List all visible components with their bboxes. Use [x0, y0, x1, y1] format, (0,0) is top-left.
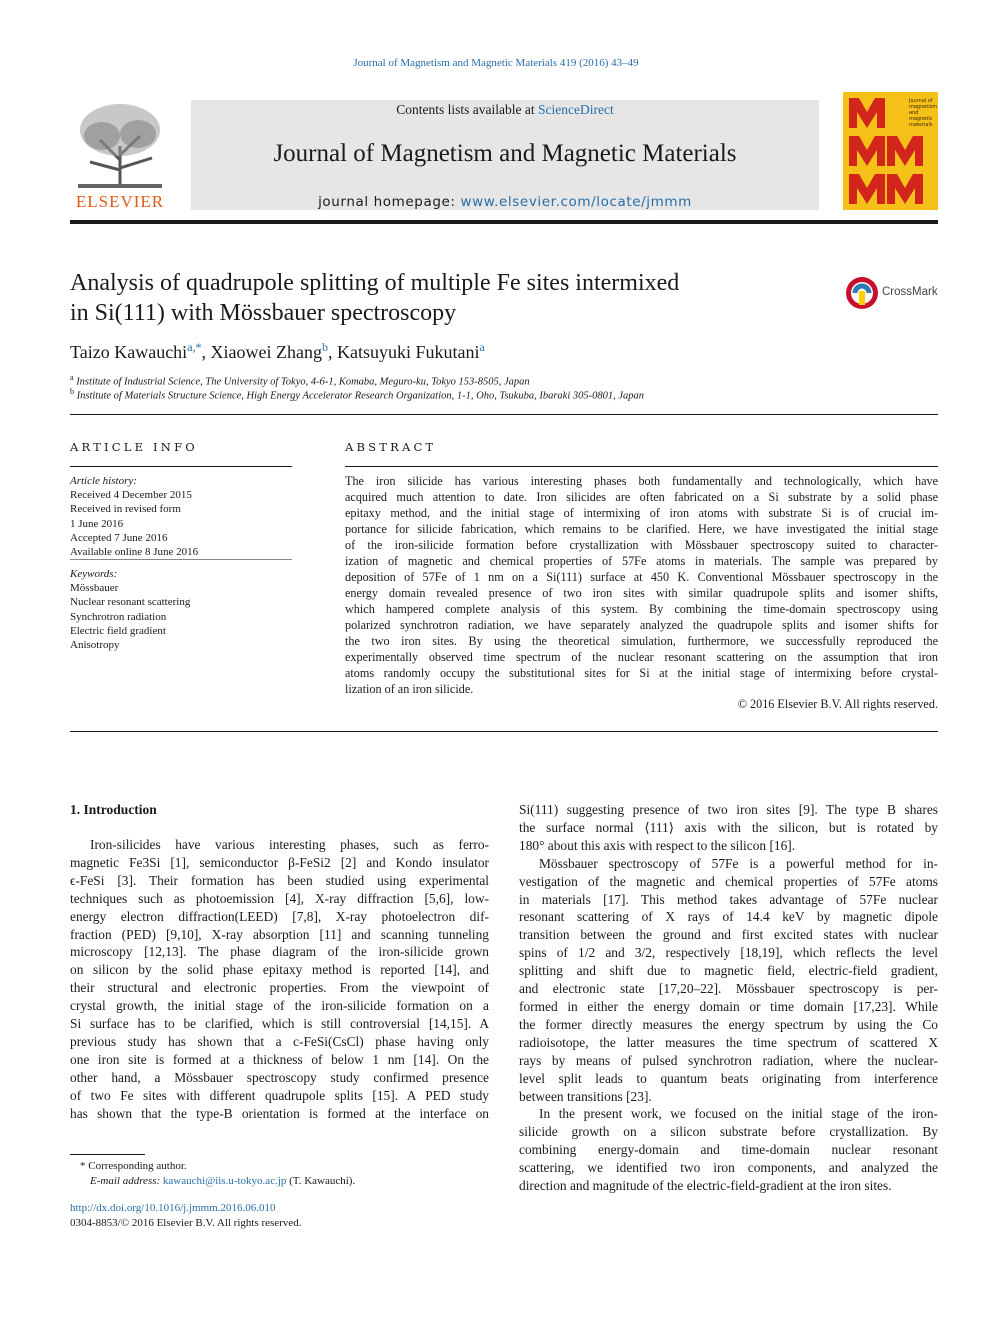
body-line: splitting and shift due to magnetic field, electric-field gradient, — [519, 963, 938, 979]
author-affiliation-mark[interactable]: b — [321, 340, 328, 354]
article-title-line-2: in Si(111) with Mössbauer spectroscopy — [70, 300, 457, 326]
body-line: has shown that the type-B orientation is formed at the interface on — [70, 1105, 489, 1121]
history-item: Accepted 7 June 2016 — [70, 531, 168, 544]
keywords-list — [70, 567, 292, 652]
body-line: other hand, a Mössbauer spectroscopy study confirmed presence — [70, 1069, 489, 1085]
abstract-line: the two iron sites. By using the theoretical simulation, furthermore, we successfully reproduced the — [345, 634, 938, 648]
body-line: fraction (PED) [9,10], X-ray absorption [11] and scanning tunneling — [70, 926, 489, 942]
email-suffix: (T. Kawauchi). — [286, 1174, 356, 1187]
article-info-rule — [70, 466, 292, 467]
email-note — [80, 1174, 500, 1189]
history-item: 1 June 2016 — [70, 517, 124, 530]
doi-link[interactable]: http://dx.doi.org/10.1016/j.jmmm.2016.06.010 — [70, 1202, 276, 1214]
body-line: combining energy-domain and time-domain nuclear resonant — [519, 1142, 938, 1158]
body-line: magnetic Fe3Si [1], semiconductor β-FeSi2 [2] and Kondo insulator — [70, 854, 489, 870]
body-line: radioisotope, the latter measures the time spectrum of scattered X — [519, 1034, 938, 1050]
sciencedirect-link[interactable]: ScienceDirect — [538, 102, 614, 117]
keyword: Mössbauer — [70, 582, 119, 595]
abstract-heading: ABSTRACT — [345, 440, 437, 454]
abstract-line: of the iron-silicide formation before crystallization with Mössbauer spectroscopy suited to character- — [345, 538, 938, 552]
intro-left-column — [70, 836, 489, 1123]
abstract-line: deposition of 57Fe of 1 nm on a Si(111) surface at 450 K. Conventional Mössbauer spectroscopy in the — [345, 570, 938, 584]
affiliation-text: Institute of Materials Structure Science, High Energy Accelerator Research Organization, 1-1, Oho, Tsukuba, Ibaraki 305-0801, Japan — [76, 390, 645, 402]
body-line: silicide growth on a silicon substrate before crystallization. By — [519, 1124, 938, 1140]
body-line: techniques such as photoemission [4], X-ray diffraction [5,6], low- — [70, 890, 489, 906]
homepage-link[interactable]: www.elsevier.com/locate/jmmm — [460, 194, 692, 210]
affiliation-mark: b — [70, 387, 74, 396]
affiliation-text: Institute of Industrial Science, The University of Tokyo, 4-6-1, Komaba, Meguro-ku, Tokyo 153-8505, Japan — [76, 376, 530, 388]
body-line: vestigation of the magnetic and chemical properties of 57Fe atoms — [519, 873, 938, 889]
footnote-rule — [70, 1154, 145, 1155]
abstract-bottom-rule — [70, 731, 938, 732]
body-line: In the present work, we focused on the initial stage of the iron- — [539, 1106, 938, 1122]
abstract-rule — [345, 466, 938, 467]
elsevier-wordmark: ELSEVIER — [75, 192, 165, 211]
keywords-rule — [70, 559, 292, 560]
body-line: rays by means of pulsed synchrotron radiation, where the nuclear- — [519, 1052, 938, 1068]
body-line: transition between the ground and first excited states with nuclear — [519, 927, 938, 943]
abstract-line: The iron silicide has various interesting phases both fundamentally and technologically, which have — [345, 474, 938, 488]
abstract-line: acquired much attention to date. Iron silicides are often fabricated on a Si substrate by a solid phase — [345, 490, 938, 504]
footnotes — [80, 1159, 500, 1188]
body-line: and electronic state [17,20–22]. Mössbauer spectroscopy is per- — [519, 981, 938, 997]
crossmark-badge[interactable] — [845, 276, 940, 310]
header-rule — [70, 220, 938, 224]
section-heading-introduction: 1. Introduction — [70, 802, 157, 817]
journal-cover-thumbnail[interactable] — [843, 92, 938, 210]
history-item: Available online 8 June 2016 — [70, 546, 199, 559]
abstract-line: atoms randomly occupy the substitutional sites for Si at the initial stage of intermixing before crystal- — [345, 666, 938, 680]
abstract-line: polarized synchrotron radiation, we have separately analyzed the quadrupole splits and isomer shifts for — [345, 618, 938, 632]
body-line: the former directly measures the energy spectrum by using the Co — [519, 1016, 938, 1032]
history-item: Received in revised form — [70, 503, 181, 516]
body-line: in materials [17]. This method takes advantage of 57Fe nuclear — [519, 891, 938, 907]
abstract-line: ization of magnetic and chemical properties of 57Fe atoms in materials. The sample was prepared by — [345, 554, 938, 568]
body-line: Iron-silicides have various interesting phases, such as ferro- — [90, 837, 489, 852]
author-name: Taizo Kawauchi — [70, 342, 188, 362]
article-history — [70, 474, 292, 559]
contents-prefix: Contents lists available at — [396, 102, 538, 117]
body-line: the surface normal ⟨111⟩ axis with the silicon, but is rotated by — [519, 819, 938, 835]
homepage-prefix: journal homepage: — [318, 194, 461, 210]
body-line: of two Fe sites with different quadrupole splits [15]. A PED study — [70, 1087, 489, 1103]
abstract-line: which hampered complete analysis of this system. By combining the time-domain spectroscopy using — [345, 602, 938, 616]
abstract-line: energy domain revealed presence of two iron sites with similar quadrupole splits and isomer shifts, — [345, 586, 938, 600]
keyword: Anisotropy — [70, 639, 120, 652]
article-title-line-1: Analysis of quadrupole splitting of multiple Fe sites intermixed — [70, 270, 680, 296]
abstract-line: portance for silicide fabrication, which remains to be clarified. Here, we have investigated the initial stage — [345, 522, 938, 536]
crossmark-icon — [845, 276, 879, 310]
body-line: ϵ-FeSi [3]. Their formation has been studied using experimental — [70, 872, 489, 888]
author-name: Xiaowei Zhang — [210, 342, 322, 362]
article-title — [70, 268, 810, 328]
journal-title: Journal of Magnetism and Magnetic Materials — [273, 140, 737, 167]
body-line: previous study has shown that a c-FeSi(CsCl) phase having only — [70, 1033, 489, 1049]
body-line: their structural and electronic properties. From the viewpoint of — [70, 980, 489, 996]
author-name: Katsuyuki Fukutani — [336, 342, 480, 362]
keyword: Electric field gradient — [70, 624, 166, 637]
email-link[interactable]: kawauchi@iis.u-tokyo.ac.jp — [162, 1174, 287, 1187]
journal-homepage — [191, 194, 819, 210]
history-item: Received 4 December 2015 — [70, 489, 192, 502]
keyword: Nuclear resonant scattering — [70, 596, 191, 609]
body-line: formed in either the energy domain or time domain [17,23]. While — [519, 998, 938, 1014]
abstract-copyright: © 2016 Elsevier B.V. All rights reserved. — [737, 697, 938, 711]
issn-line: 0304-8853/© 2016 Elsevier B.V. All rights reserved. — [70, 1216, 302, 1229]
intro-right-column — [519, 801, 938, 1195]
author-affiliation-mark[interactable]: a,* — [187, 340, 202, 354]
history-label: Article history: — [70, 475, 137, 487]
body-line: between transitions [23]. — [519, 1088, 652, 1104]
body-line: on silicon by the solid phase epitaxy method is reported [14], and — [70, 962, 489, 978]
abstract-line: epitaxy method, and the initial stage of intermixing of iron atoms with substrate Si is of crucial im- — [345, 506, 938, 520]
body-line: microscopy [12,13]. The phase diagram of the iron-silicide grown — [70, 944, 489, 960]
body-line: spins of 1/2 and 3/2, respectively [18,19], which reflects the level — [519, 945, 938, 961]
body-line: Si surface has to be clarified, which is still controversial [14,15]. A — [70, 1016, 489, 1032]
abstract-line: experimentally observed time spectrum of the nuclear resonant scattering on the assumption that iron — [345, 650, 938, 664]
cover-title-text: Journal of magnetism and magnetic materials — [909, 98, 938, 128]
journal-reference[interactable]: Journal of Magnetism and Magnetic Materials 419 (2016) 43–49 — [353, 57, 639, 69]
body-line: resonant scattering of X rays of 14.4 keV by magnetic dipole — [519, 909, 938, 925]
body-line: scattering, we identified two iron components, and analyzed the — [519, 1160, 938, 1176]
affiliation-a — [70, 373, 530, 388]
body-line: 180° about this axis with respect to the silicon [16]. — [519, 837, 796, 853]
article-info-heading: ARTICLE INFO — [70, 440, 198, 454]
doi-block — [70, 1201, 490, 1230]
affiliation-b — [70, 387, 644, 402]
body-line: direction and magnitude of the electric-field-gradient at the iron sites. — [519, 1178, 892, 1194]
body-line: level split leads to quantum beats originating from interference — [519, 1070, 938, 1086]
body-line: one iron site is formed at a thickness of below 1 nm [14]. On the — [70, 1051, 489, 1067]
abstract-body — [345, 473, 938, 697]
keyword: Synchrotron radiation — [70, 610, 167, 623]
body-line: Si(111) suggesting presence of two iron sites [9]. The type B shares — [519, 802, 938, 817]
abstract-line: lization of an iron silicide. — [345, 682, 474, 696]
body-line: crystal growth, the initial stage of the iron-silicide formation on a — [70, 998, 489, 1014]
author-affiliation-mark[interactable]: a — [479, 340, 485, 354]
body-line: energy electron diffraction(LEED) [7,8], X-ray photoelectron dif- — [70, 908, 489, 924]
email-label: E-mail address: — [90, 1174, 163, 1187]
contents-line — [191, 102, 819, 118]
corresponding-author-note: * Corresponding author. — [80, 1160, 187, 1172]
crossmark-label: CrossMark — [882, 286, 938, 298]
affiliation-rule — [70, 414, 938, 415]
affiliation-mark: a — [70, 373, 74, 382]
author-list: Taizo Kawauchi$^{a,*}$, Xiaowei Zhang$^b$, Katsuyuki Fukutani$^a$ — [70, 340, 485, 362]
body-line: Mössbauer spectroscopy of 57Fe is a powerful method for in- — [539, 855, 938, 871]
keywords-label: Keywords: — [70, 568, 118, 580]
